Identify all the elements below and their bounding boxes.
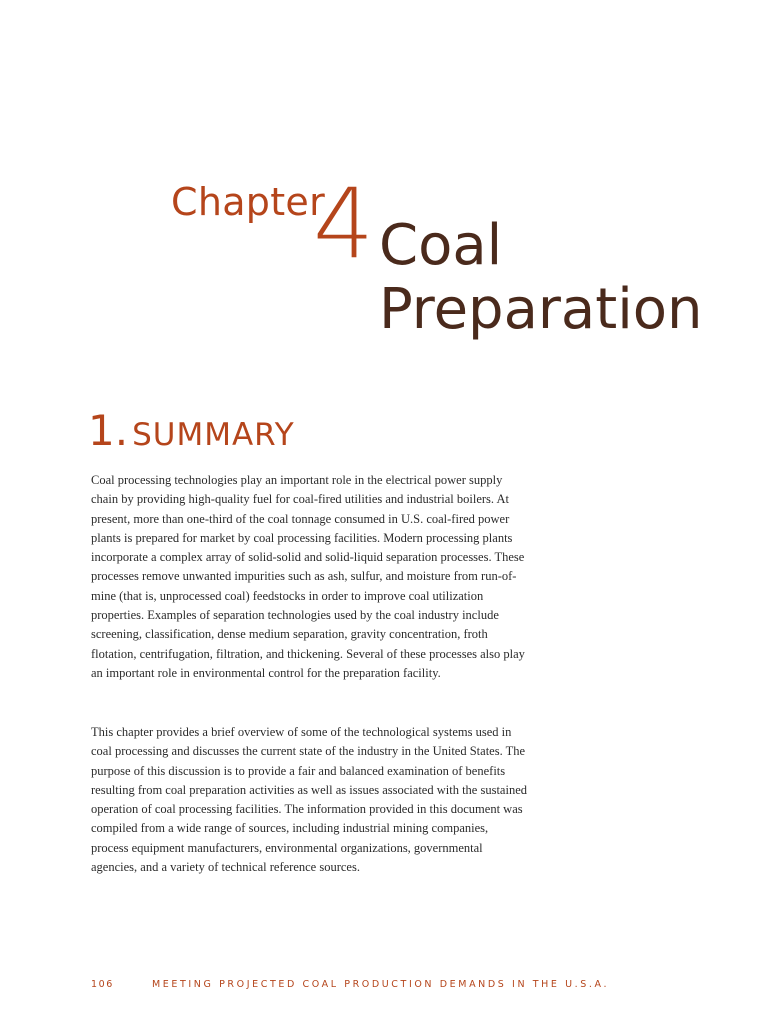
page-footer — [91, 979, 610, 990]
chapter-title — [379, 214, 703, 342]
section-label: SUMMARY — [132, 417, 295, 453]
section-heading — [88, 406, 295, 455]
running-title: MEETING PROJECTED COAL PRODUCTION DEMANDS IN THE U.S.A. — [152, 979, 610, 990]
chapter-number: 4 — [313, 168, 375, 280]
section-number: 1. — [88, 406, 129, 455]
summary-paragraph-2: This chapter provides a brief overview of some of the technological systems used in coal processing and discusses the current state of the industry in the United States. The purpose of this discussion is to provide a fair and balanced examination of benefits resulting from coal preparation activities as well as issues associated with the sustained operation of coal processing facilities. The information provided in this document was compiled from a wide range of sources, including industrial mining companies, process equipment manufacturers, environmental organizations, governmental agencies, and a variety of technical reference sources. — [91, 725, 527, 875]
chapter-label: Chapter — [171, 180, 326, 224]
page-number: 106 — [91, 979, 114, 990]
chapter-title-line-2: Preparation — [379, 277, 703, 342]
chapter-title-line-1: Coal — [379, 213, 503, 278]
summary-paragraph-1: Coal processing technologies play an important role in the electrical power supply chain by providing high-quality fuel for coal-fired utilities and industrial boilers. At present, more than one-third of the coal tonnage consumed in U.S. coal-fired power plants is prepared for market by coal processing facilities. Modern processing plants incorporate a complex array of solid-solid and solid-liquid separation processes. These processes remove unwanted impurities such as ash, sulfur, and moisture from run-of-mine (that is, unprocessed coal) feedstocks in order to improve coal utilization properties. Examples of separation technologies used by the coal industry include screening, classification, dense medium separation, gravity concentration, froth flotation, centrifugation, filtration, and thickening. Several of these processes also play an important role in environmental control for the preparation facility. — [91, 473, 525, 680]
